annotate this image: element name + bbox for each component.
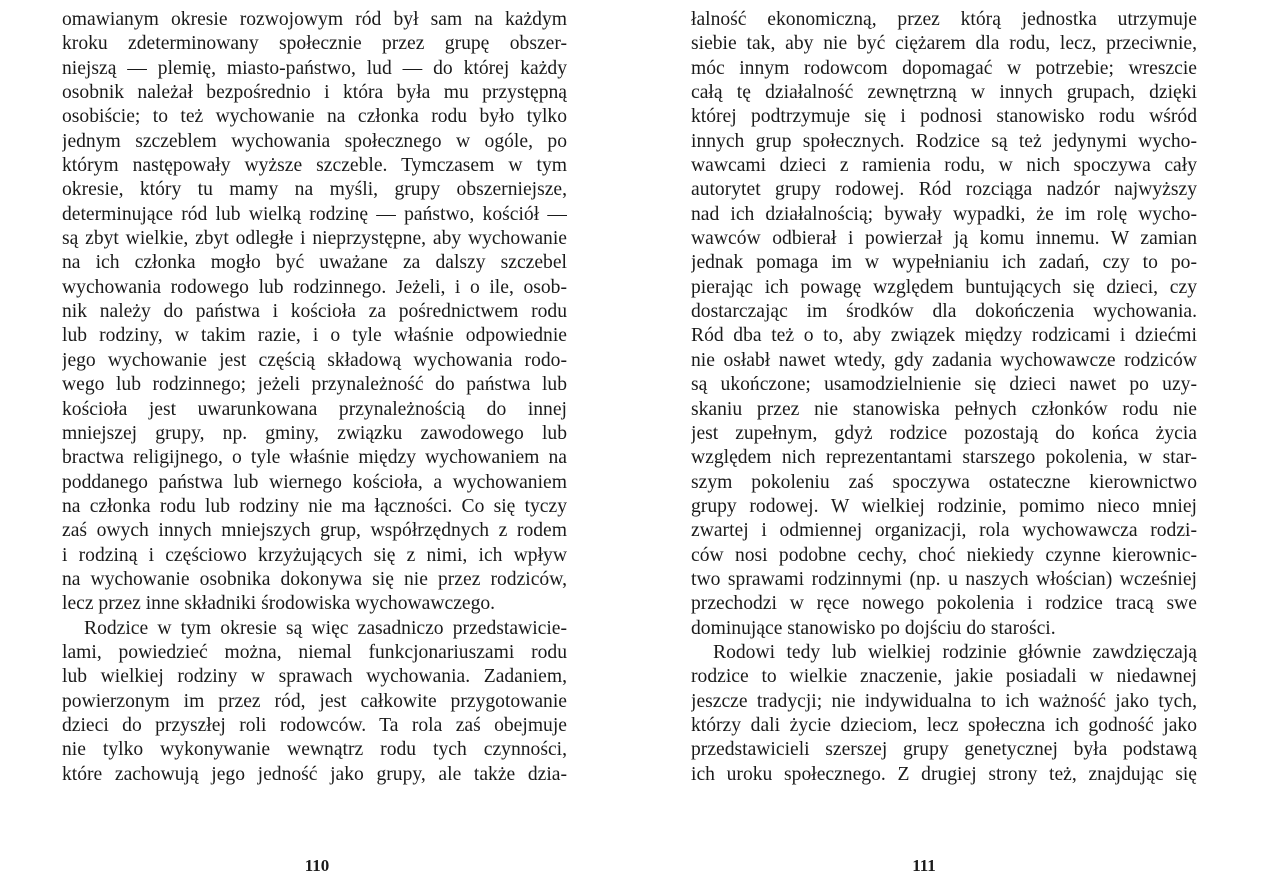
text-line: jednym szczeblem wychowania społecznego w ogóle, po xyxy=(62,130,567,152)
text-line: omawianym okresie rozwojowym ród był sam na każdym xyxy=(62,9,567,30)
text-line: grupy rodowej. W wielkiej rodzinie, pomimo nieco mniej xyxy=(691,495,1197,517)
text-line: szym pokoleniu zaś spoczywa ostateczne kierownictwo xyxy=(691,471,1197,493)
left-page xyxy=(0,0,631,893)
text-line: wychowania rodowego lub rodzinnego. Jeżeli, i o ile, osob- xyxy=(62,276,567,298)
text-line: nie tylko wykonywanie wewnątrz rodu tych czynności, xyxy=(62,739,567,761)
text-line: i rodziną i częściowo krzyżujących się z nimi, ich wpływ xyxy=(62,544,567,566)
text-line: dzieci do przyszłej roli rodowców. Ta rola zaś obejmuje xyxy=(62,714,567,736)
text-line: móc innym rodowcom dopomagać w potrzebie; wreszcie xyxy=(691,57,1197,79)
paragraph-end-line: lecz przez inne składniki środowiska wychowawczego. xyxy=(62,593,496,615)
text-line: osobnik należał bezpośrednio i która była mu przystępną xyxy=(62,82,567,104)
text-line: są ukończone; usamodzielnienie się dzieci nawet po uzy- xyxy=(691,374,1197,396)
text-line: całą tę działalność zewnętrzną w innych grupach, dzięki xyxy=(691,82,1197,104)
paragraph-start-line: Rodowi tedy lub wielkiej rodzinie głównie zawdzięczają xyxy=(713,641,1197,663)
text-line: jednak pomaga im w wypełnianiu ich zadań, czy to po- xyxy=(691,252,1197,274)
text-line: poddanego państwa lub wiernego kościoła, a wychowaniem xyxy=(62,471,567,493)
text-line: jeszcze tradycji; nie indywidualna to ich ważność jako tych, xyxy=(691,690,1197,712)
paragraph-end-line: dominujące stanowisko po dojściu do starości. xyxy=(691,617,1056,639)
text-line: wawców odbierał i powierzał ją komu innemu. W zamian xyxy=(691,228,1197,250)
text-line: wego lub rodzinnego; jeżeli przynależność do państwa lub xyxy=(62,374,567,396)
right-page-text xyxy=(691,8,1197,787)
text-line: którzy dali życie dzieciom, lecz społeczna ich godność jako xyxy=(691,714,1197,736)
text-line: ich uroku społecznego. Z drugiej strony też, znajdując się xyxy=(691,763,1197,785)
text-line: względem nich reprezentantami starszego pokolenia, w star- xyxy=(691,447,1197,469)
text-line: kroku zdeterminowany społecznie przez grupę obszer- xyxy=(62,33,567,55)
text-line: lami, powiedzieć można, niemal funkcjonariuszami rodu xyxy=(62,641,567,663)
text-line: zaś owych innych mniejszych grup, współrzędnych z rodem xyxy=(62,520,567,542)
text-line: dostarczając im środków dla dokończenia wychowania. xyxy=(691,301,1197,323)
text-line: bractwa religijnego, o tyle właśnie między wychowaniem na xyxy=(62,447,567,469)
text-line: nad ich działalnością; bywały wypadki, że im rolę wycho- xyxy=(691,203,1197,225)
text-line: której podtrzymuje się i podnosi stanowisko rodu wśród xyxy=(691,106,1197,128)
text-line: rodzice to wielkie znaczenie, jakie posiadali w niedawnej xyxy=(691,666,1197,688)
text-line: jego wychowanie jest częścią składową wychowania rodo- xyxy=(62,349,567,371)
page-number: 111 xyxy=(912,856,936,875)
text-line: two sprawami rodzinnymi (np. u naszych włościan) wcześniej xyxy=(691,568,1197,590)
text-line: niejszą — plemię, miasto-państwo, lud — do której każdy xyxy=(62,57,567,79)
paragraph-start-line: Rodzice w tym okresie są więc zasadniczo przedstawicie- xyxy=(84,617,567,639)
text-line: nie osłabł nawet wtedy, gdy zadania wychowawcze rodziców xyxy=(691,349,1197,371)
text-line: powierzonym im przez ród, jest całkowite przygotowanie xyxy=(62,690,567,712)
text-line: siebie tak, aby nie być ciężarem dla rodu, lecz, przeciwnie, xyxy=(691,33,1197,55)
right-page xyxy=(631,0,1263,893)
text-line: mniejszej grupy, np. gminy, związku zawodowego lub xyxy=(62,422,567,444)
text-line: okresie, który tu mamy na myśli, grupy obszerniejsze, xyxy=(62,179,567,201)
text-line: ców nosi podobne cechy, choć niekiedy czynne kierownic- xyxy=(691,544,1197,566)
text-line: zwartej i odmiennej organizacji, rola wychowawcza rodzi- xyxy=(691,520,1197,542)
text-line: innych grup społecznych. Rodzice są też jedynymi wycho- xyxy=(691,130,1197,152)
text-line: skaniu przez nie stanowiska pełnych członków rodu nie xyxy=(691,398,1197,420)
left-page-text xyxy=(62,8,567,787)
text-line: osobiście; to też wychowanie na członka rodu było tylko xyxy=(62,106,567,128)
text-line: przechodzi w ręce nowego pokolenia i rodzice tracą swe xyxy=(691,593,1197,615)
text-line: są zbyt wielkie, zbyt odległe i nieprzystępne, aby wychowanie xyxy=(62,228,567,250)
text-line: na wychowanie osobnika dokonywa się nie przez rodziców, xyxy=(62,568,567,590)
text-line: lub wielkiej rodziny w sprawach wychowania. Zadaniem, xyxy=(62,666,567,688)
text-line: na ich członka mogło być uważane za dalszy szczebel xyxy=(62,252,567,274)
text-line: łalność ekonomiczną, przez którą jednostka utrzymuje xyxy=(691,9,1197,30)
text-line: nik należy do państwa i kościoła za pośrednictwem rodu xyxy=(62,301,567,323)
text-line: Ród dba też o to, aby związek między rodzicami i dziećmi xyxy=(691,325,1197,347)
text-line: które zachowują jego jedność jako grupy, ale także dzia- xyxy=(62,763,567,785)
text-line: pierając ich powagę względem buntujących się dzieci, czy xyxy=(691,276,1197,298)
text-line: przedstawicieli szerszej grupy genetycznej była podstawą xyxy=(691,739,1197,761)
text-line: którym następowały wyższe szczeble. Tymczasem w tym xyxy=(62,155,567,177)
text-line: lub rodziny, w takim razie, i o tyle właśnie odpowiednie xyxy=(62,325,567,347)
text-line: autorytet grupy rodowej. Ród rozciąga nadzór najwyższy xyxy=(691,179,1197,201)
text-line: jest zupełnym, gdyż rodzice pozostają do końca życia xyxy=(691,422,1197,444)
text-line: wawcami dzieci z ramienia rodu, w nich spoczywa cały xyxy=(691,155,1197,177)
text-line: na członka rodu lub rodziny nie ma łączności. Co się tyczy xyxy=(62,495,567,517)
text-line: kościoła jest uwarunkowana przynależnością do innej xyxy=(62,398,567,420)
text-line: determinujące ród lub wielką rodzinę — państwo, kościół — xyxy=(62,203,567,225)
page-number: 110 xyxy=(304,856,330,875)
